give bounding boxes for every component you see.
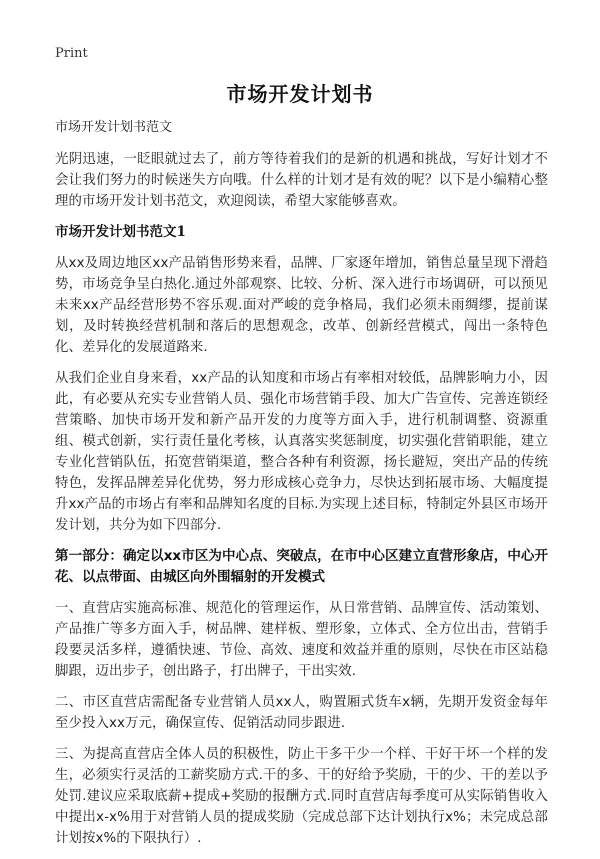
intro-paragraph: 光阴迅速，一眨眼就过去了，前方等待着我们的是新的机遇和挑战，写好计划才不会让我们努力的时候迷失方向哦。什么样的计划才是有效的呢？以下是小编精心整理的市场开发计划书范文，欢迎阅读，希望大家能够喜欢。 [55,152,548,209]
body-paragraph: 从xx及周边地区xx产品销售形势来看，品牌、厂家逐年增加，销售总量呈现下滑趋势，市场竞争呈白热化.通过外部观察、比较、分析、深入进行市场调研，可以预见未来xx产品经营形势不容乐观.面对严峻的竞争格局，我们必须未雨绸缪，提前谋划，及时转换经营机制和落后的思想观念，改革、创新经营模式，闯出一条特色化、差异化的发展道路来. [55,256,548,355]
part-heading: 第一部分：确定以xx市区为中心点、突破点，在市中心区建立直营形象店，中心开花、以点带面、由城区向外围辐射的开发模式 [55,548,548,585]
section-heading: 市场开发计划书范文1 [55,224,186,240]
part-paragraph: 一、直营店实施高标准、规范化的管理运作，从日常营销、品牌宣传、活动策划、产品推广等多方面入手，树品牌、建样板、塑形象，立体式、全方位出击，营销手段要灵活多样，遵循快速、节俭、高效、速度和效益并重的原则，尽快在市区站稳脚跟，迈出步子，创出路子，打出牌子，干出实效. [55,601,548,679]
document-title: 市场开发计划书 [226,82,374,106]
part-paragraph: 三、为提高直营店全体人员的积极性，防止干多干少一个样、干好干坏一个样的发生，必须实行灵活的工薪奖励方式.干的多、干的好给予奖励，干的少、干的差以予处罚.建议应采取底薪+提成+奖励的报酬方式.同时直营店每季度可从实际销售收入中提出x-x%用于对营销人员的提成奖励（完成总部下达计划执行x%；未完成总部计划按x%的下限执行）. [55,747,548,846]
body-paragraph: 从我们企业自身来看，xx产品的认知度和市场占有率相对较低，品牌影响力小，因此，有必要从充实专业营销人员、强化市场营销手段、加大广告宣传、完善连锁经营策略、加快市场开发和新产品开发的力度等方面入手，进行机制调整、资源重组、模式创新，实行责任量化考核，认真落实奖惩制度，切实强化营销职能，建立专业化营销队伍，拓宽营销渠道，整合各种有利资源，扬长避短，突出产品的传统特色，发挥品牌差异化优势，努力形成核心竞争力，尽快达到拓展市场、大幅度提升xx产品的市场占有率和品牌知名度的目标.为实现上述目标，特制定外县区市场开发计划，共分为如下四部分. [55,371,548,533]
print-link[interactable]: Print [55,46,88,61]
document-subtitle: 市场开发计划书范文 [55,120,173,135]
part-paragraph: 二、市区直营店需配备专业营销人员xx人，购置厢式货车x辆，先期开发资金每年至少投入xx万元，确保宣传、促销活动同步跟进. [55,695,548,731]
document-body [55,118,548,859]
